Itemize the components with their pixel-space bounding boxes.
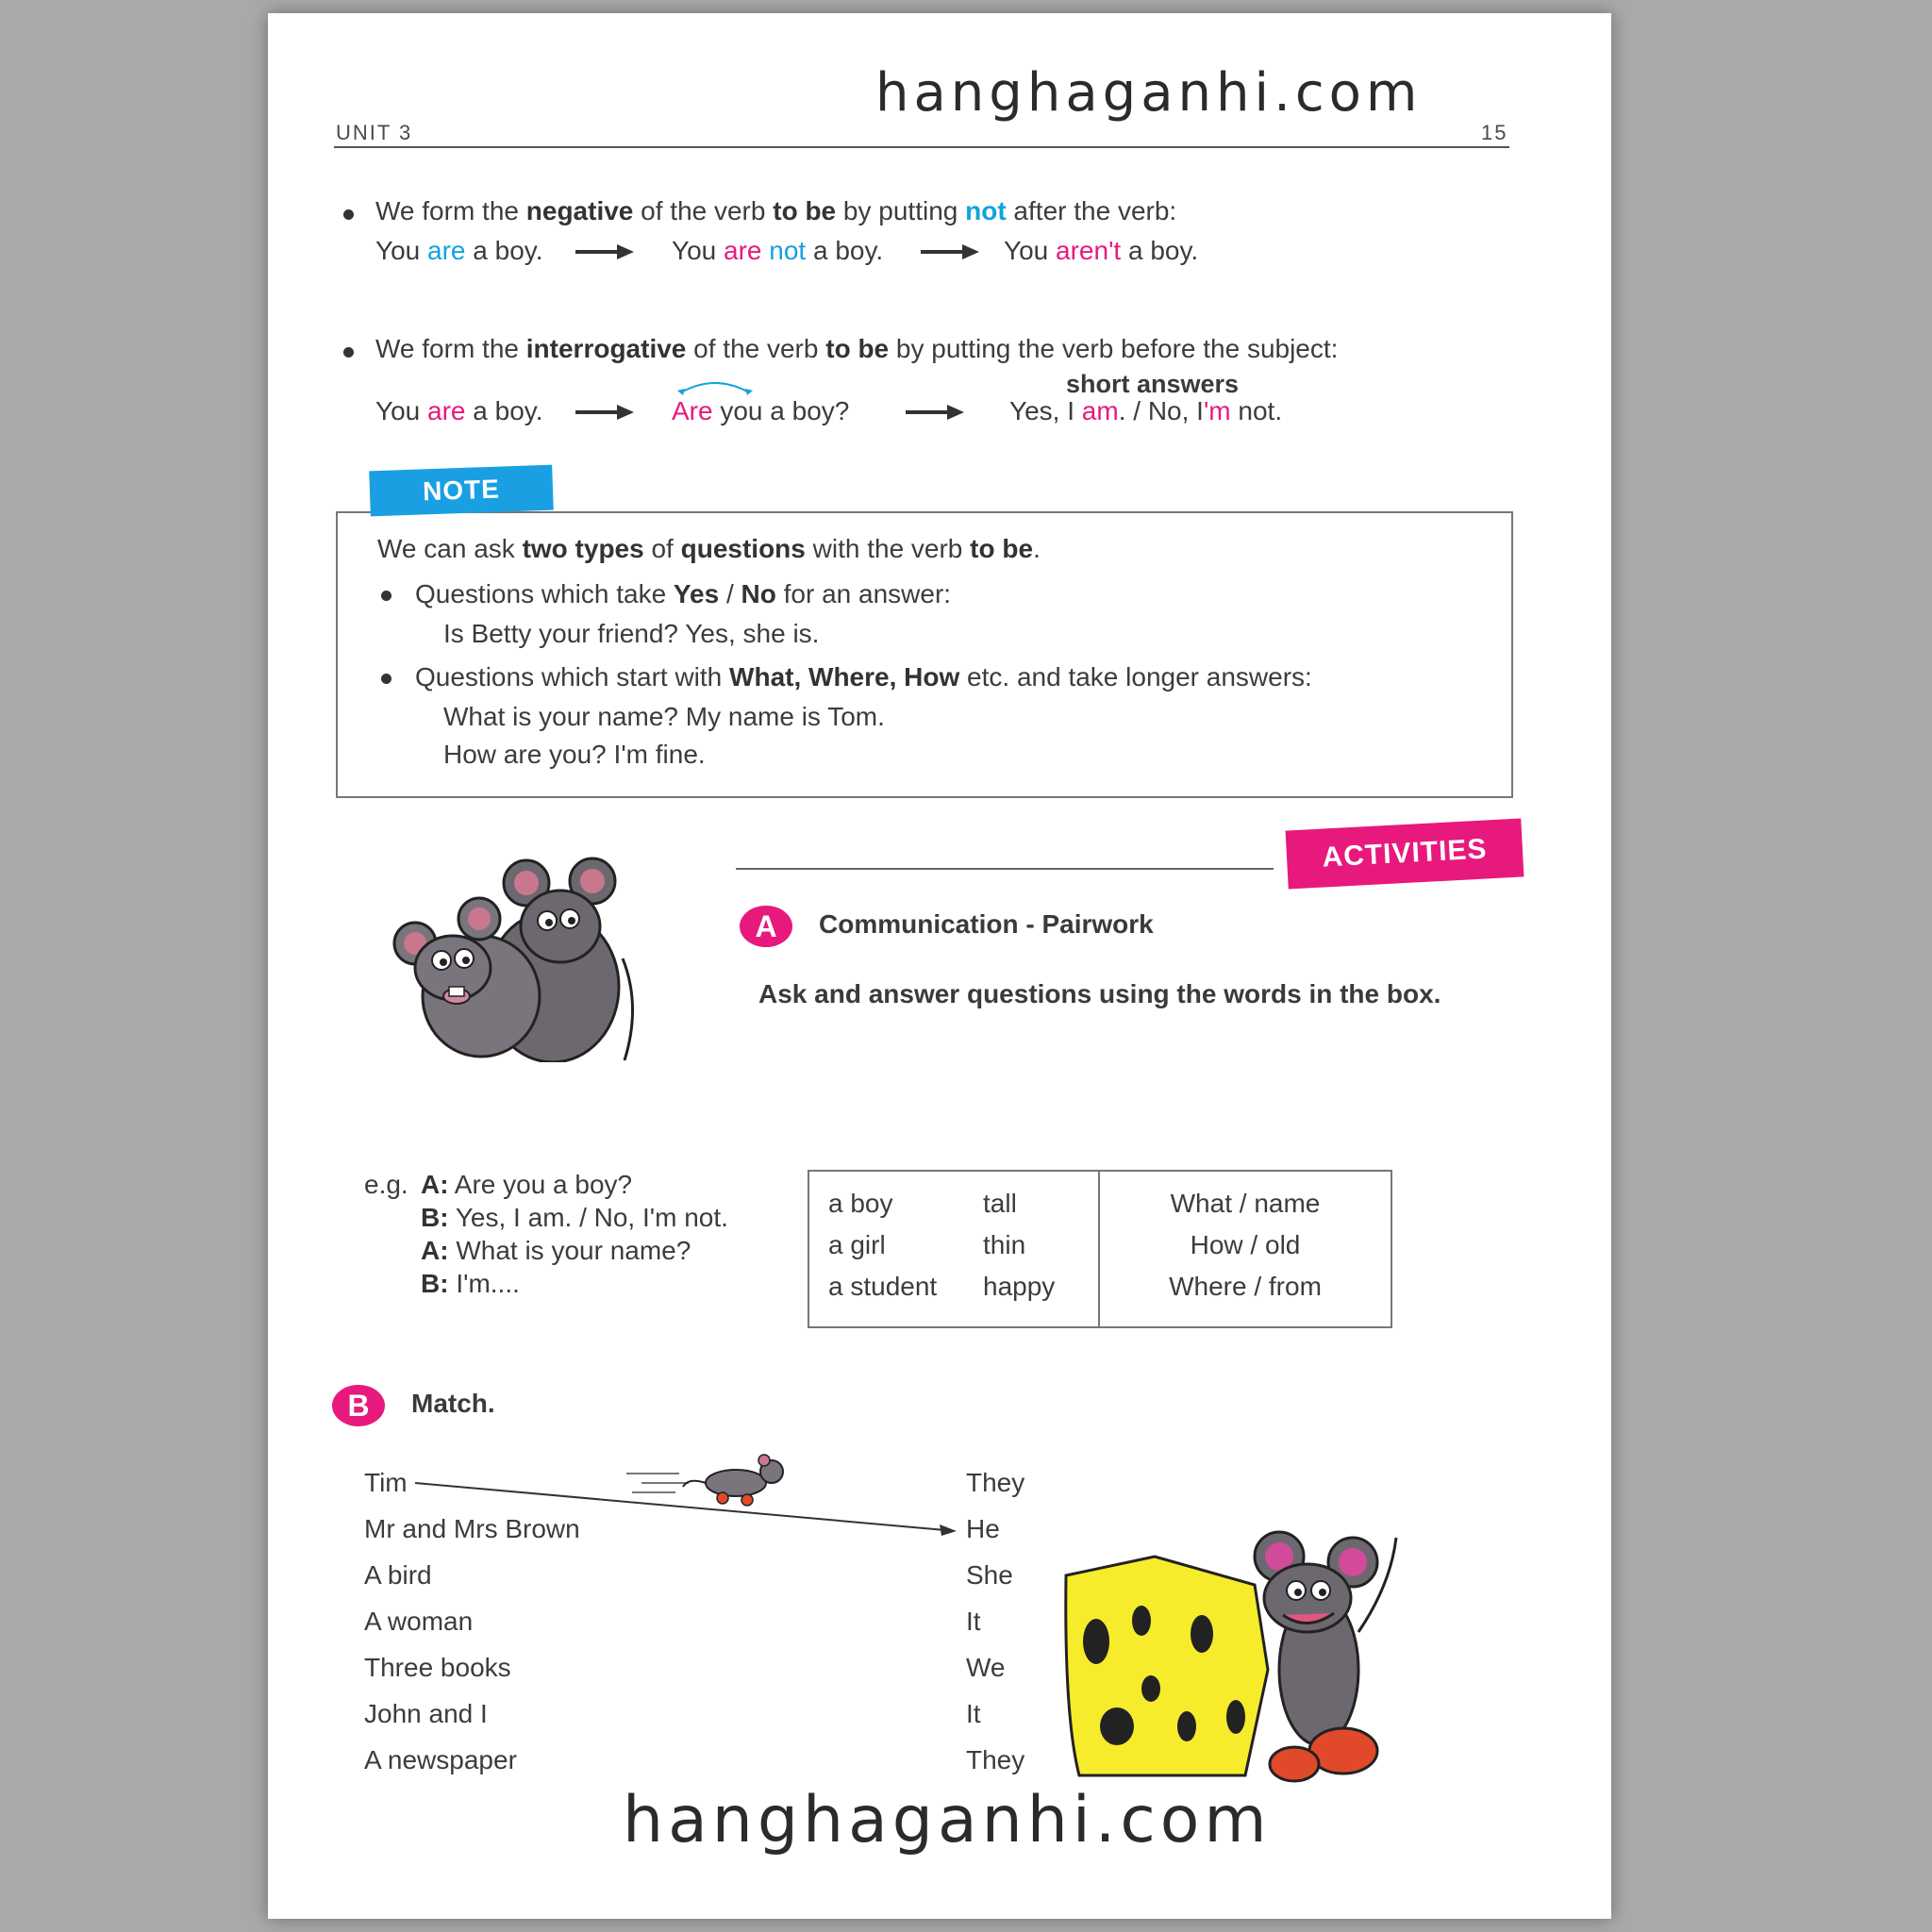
bullet-dot (343, 347, 354, 358)
match-left-item: Three books (364, 1653, 511, 1682)
interrogative-example-2: Are you a boy? (672, 396, 850, 425)
word-box-item: a girl (828, 1230, 886, 1259)
negative-example-3: You aren't a boy. (1004, 236, 1199, 265)
negative-intro: We form the negative of the verb to be by putting not after the verb: (375, 196, 1177, 225)
word-box-item: What / name (1170, 1189, 1321, 1218)
curved-swap-arrow-icon (675, 377, 755, 396)
match-left-item: Mr and Mrs Brown (364, 1514, 580, 1543)
match-left-item: A woman (364, 1607, 474, 1636)
right-arrow-icon (906, 404, 964, 421)
example-line-3: A: What is your name? (421, 1236, 691, 1265)
negative-example-2: You are not a boy. (672, 236, 884, 265)
negative-example-1: You are a boy. (375, 236, 543, 265)
word-box-item: Where / from (1169, 1272, 1322, 1301)
match-right-item: We (966, 1653, 1006, 1682)
right-arrow-icon (575, 243, 634, 260)
match-right-item: It (966, 1699, 981, 1728)
header-rule (334, 146, 1509, 148)
note-line-1: We can ask two types of questions with the verb to be. (377, 534, 1041, 563)
example-line-1: A: Are you a boy? (421, 1170, 633, 1199)
interrogative-example-1: You are a boy. (375, 396, 543, 425)
match-right-item: He (966, 1514, 1000, 1543)
note-bullet-2-example-2: How are you? I'm fine. (443, 740, 706, 769)
right-arrow-icon (575, 404, 634, 421)
example-prefix: e.g. (364, 1170, 408, 1199)
word-box-item: a boy (828, 1189, 893, 1218)
example-line-2: B: Yes, I am. / No, I'm not. (421, 1203, 728, 1232)
activity-b-title: Match. (411, 1389, 495, 1418)
word-box-item: happy (983, 1272, 1056, 1301)
note-bullet-1: Questions which take Yes / No for an answer: (415, 579, 952, 608)
match-right-item: It (966, 1607, 981, 1636)
activity-a-badge: A (740, 906, 792, 947)
match-left-item: A newspaper (364, 1745, 517, 1774)
match-left-item: A bird (364, 1560, 432, 1590)
activity-a-title: Communication - Pairwork (819, 909, 1154, 939)
word-box-item: thin (983, 1230, 1026, 1259)
word-box-item: How / old (1190, 1230, 1301, 1259)
word-box (808, 1170, 1392, 1328)
word-box-item: a student (828, 1272, 938, 1301)
word-box-item: tall (983, 1189, 1017, 1218)
bullet-dot (381, 591, 391, 601)
match-right-item: She (966, 1560, 1013, 1590)
activity-a-instruction: Ask and answer questions using the words in the box. (758, 979, 1441, 1008)
match-right-item: They (966, 1468, 1025, 1497)
unit-label: UNIT 3 (336, 121, 413, 144)
note-bullet-1-example: Is Betty your friend? Yes, she is. (443, 619, 820, 648)
interrogative-example-3: Yes, I am. / No, I'm not. (1009, 396, 1283, 425)
right-arrow-icon (921, 243, 979, 260)
bullet-dot (381, 674, 391, 684)
match-left-item: Tim (364, 1468, 408, 1497)
mouse-with-cheese-illustration (1060, 1528, 1419, 1783)
match-right-item: They (966, 1745, 1025, 1774)
mice-illustration (387, 845, 641, 1062)
activities-rule (736, 868, 1274, 870)
interrogative-intro: We form the interrogative of the verb to be by putting the verb before the subject: (375, 334, 1339, 363)
activities-tab: ACTIVITIES (1286, 819, 1524, 890)
note-bullet-2: Questions which start with What, Where, How etc. and take longer answers: (415, 662, 1312, 691)
short-answers-label: short answers (1066, 370, 1240, 398)
watermark-bottom: hanghaganhi.com (623, 1783, 1272, 1857)
watermark-top: hanghaganhi.com (875, 62, 1423, 124)
bullet-dot (343, 209, 354, 220)
note-bullet-2-example-1: What is your name? My name is Tom. (443, 702, 885, 731)
note-tab: NOTE (369, 465, 554, 517)
activity-b-badge: B (332, 1385, 385, 1426)
running-mouse-illustration (623, 1445, 811, 1511)
match-left-item: John and I (364, 1699, 488, 1728)
page-number: 15 (1481, 121, 1508, 144)
example-line-4: B: I'm.... (421, 1269, 520, 1298)
